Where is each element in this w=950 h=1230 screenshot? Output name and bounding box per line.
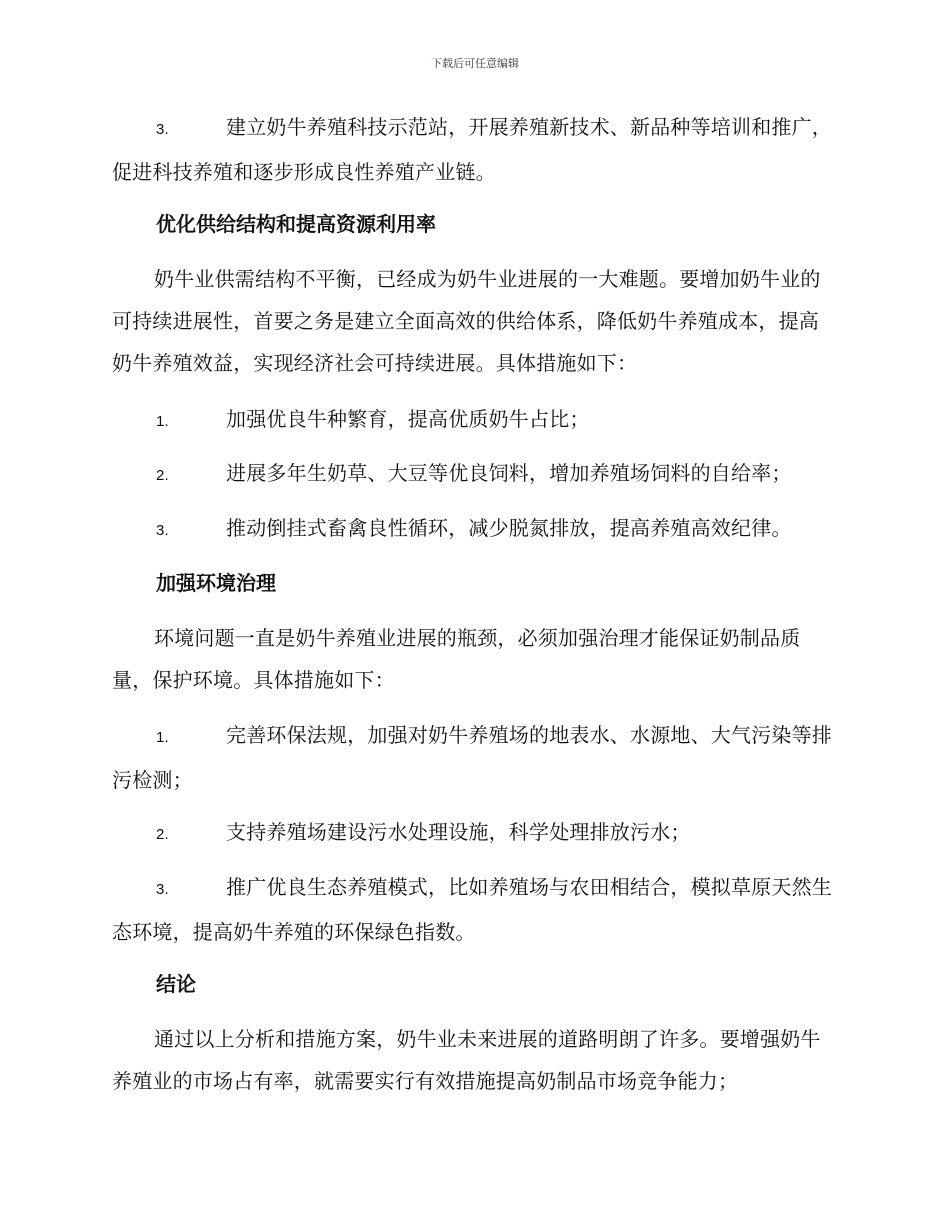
list-item (112, 714, 838, 801)
list-item (112, 106, 838, 193)
list-item (112, 452, 838, 497)
section-heading: 结论 (156, 972, 196, 996)
paragraph: 奶牛业供需结构不平衡，已经成为奶牛业进展的一大难题。要增加奶牛业的可持续进展性，首要之务是建立全面高效的供给体系，降低奶牛养殖成本，提高奶牛养殖效益，实现经济社会可持续进展。具体措施如下： (112, 267, 821, 375)
list-text: 加强优良牛种繁育，提高优质奶牛占比； (226, 407, 590, 431)
section-heading: 加强环境治理 (156, 571, 276, 595)
list-item (112, 507, 838, 552)
list-number: 2. (156, 826, 169, 843)
section-heading: 优化供给结构和提高资源利用率 (156, 212, 436, 236)
list-text: 支持养殖场建设污水处理设施，科学处理排放污水； (226, 820, 691, 844)
list-item (112, 866, 838, 953)
list-text: 推广优良生态养殖模式，比如养殖场与农田相结合，模拟草原天然生态环境，提高奶牛养殖的环保绿色指数。 (112, 875, 832, 944)
page-header: 下载后可任意编辑 (431, 57, 519, 70)
paragraph: 通过以上分析和措施方案，奶牛业未来进展的道路明朗了许多。要增强奶牛养殖业的市场占有率，就需要实行有效措施提高奶制品市场竞争能力； (112, 1027, 821, 1093)
list-text: 推动倒挂式畜禽良性循环，减少脱氮排放，提高养殖高效纪律。 (226, 516, 792, 540)
list-text: 进展多年生奶草、大豆等优良饲料，增加养殖场饲料的自给率； (226, 461, 792, 485)
list-number: 1. (156, 729, 169, 746)
paragraph: 环境问题一直是奶牛养殖业进展的瓶颈，必须加强治理才能保证奶制品质量，保护环境。具体措施如下： (112, 626, 801, 692)
list-text: 建立奶牛养殖科技示范站，开展养殖新技术、新品种等培训和推广，促进科技养殖和逐步形成良性养殖产业链。 (112, 115, 832, 184)
list-item (112, 398, 838, 443)
list-text: 完善环保法规，加强对奶牛养殖场的地表水、水源地、大气污染等排污检测； (112, 723, 832, 792)
list-number: 3. (156, 121, 169, 138)
list-item (112, 811, 838, 856)
list-number: 3. (156, 522, 169, 539)
list-number: 3. (156, 881, 169, 898)
list-number: 1. (156, 413, 169, 430)
list-number: 2. (156, 467, 169, 484)
